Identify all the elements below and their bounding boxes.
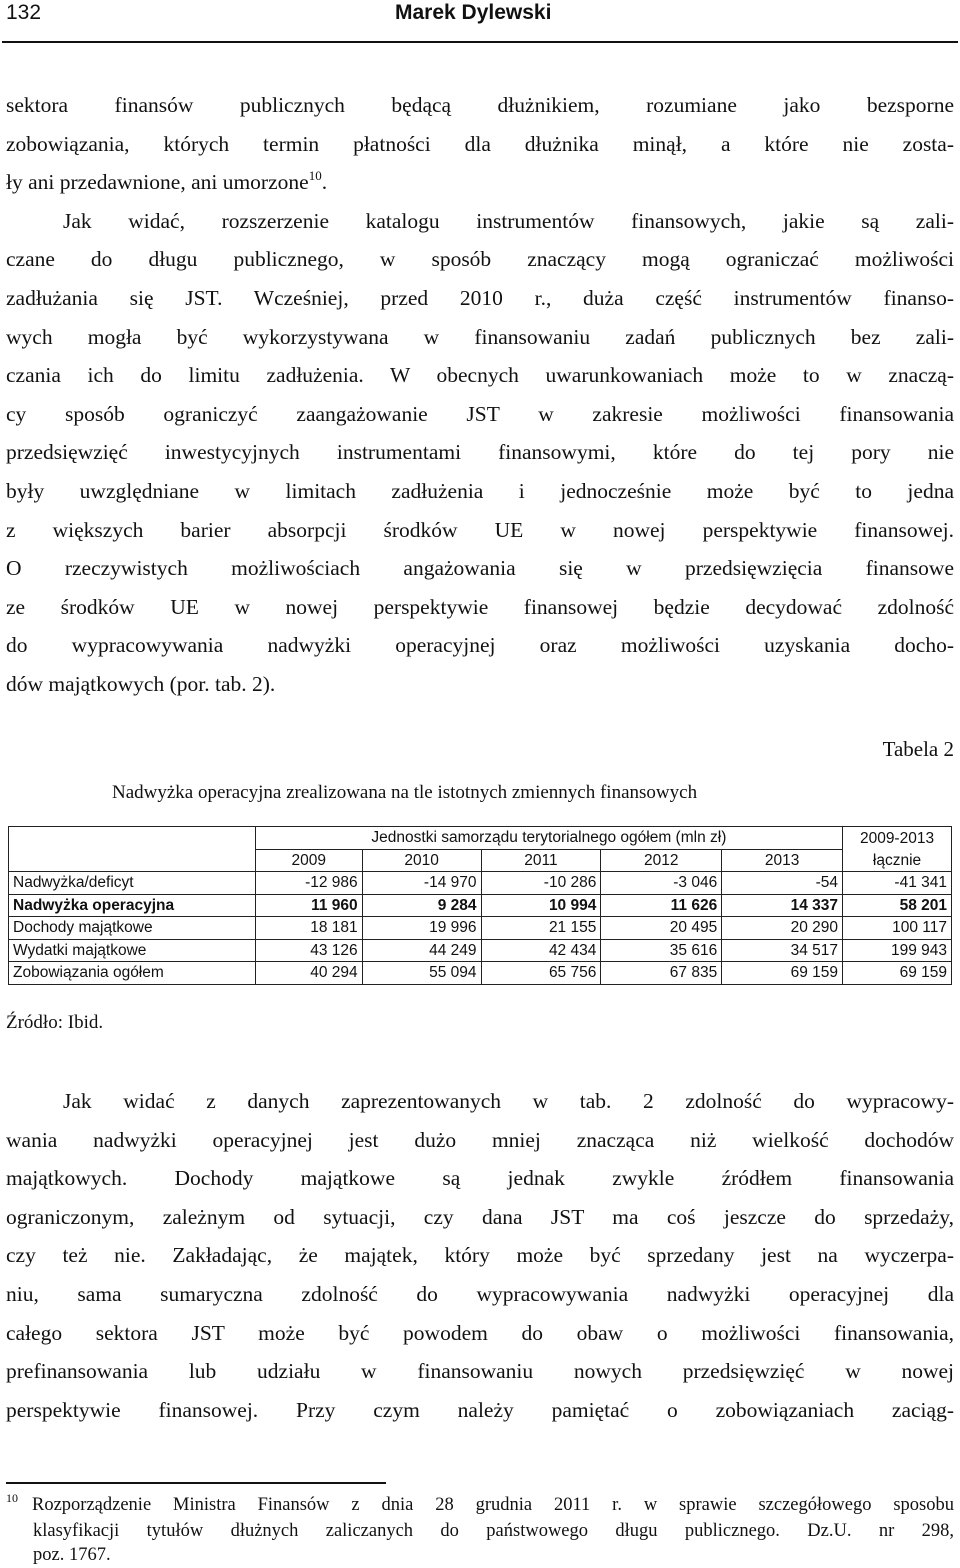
table-cell: 43 126 (255, 939, 362, 962)
table-cell: -54 (722, 872, 843, 895)
page-number: 132 (6, 1, 42, 24)
table-header-row (9, 827, 952, 850)
table-year-header: 2011 (481, 849, 601, 872)
text-line: O rzeczywistych możliwościach angażowania się w przedsięwzięcia finansowe (6, 556, 954, 581)
footnote-mark: 10 (6, 1491, 18, 1505)
text-line: zobowiązania, których termin płatności dla dłużnika minął, a które nie zosta- (6, 131, 954, 156)
footnote-line (6, 1493, 954, 1519)
footnote (6, 1493, 954, 1568)
table-row (9, 917, 952, 940)
page-header (0, 0, 960, 46)
table-title: Nadwyżka operacyjna zrealizowana na tle istotnych zmiennych finansowych (112, 782, 698, 803)
footnote-text: Rozporządzenie Ministra Finansów z dnia 28 grudnia 2011 r. w sprawie szczegółowego sposobu (32, 1495, 954, 1515)
text-line: sektora finansów publicznych będącą dłużnikiem, rozumiane jako bezsporne (6, 93, 954, 117)
table-year-row (9, 849, 952, 872)
table-cell: 44 249 (362, 939, 481, 962)
text-line: ograniczonym, zależnym od sytuacji, czy dana JST ma coś jeszcze do sprzedaży, (6, 1204, 954, 1229)
table-total-cell: 199 943 (843, 939, 952, 962)
table-cell: -14 970 (362, 872, 481, 895)
table-cell: 11 626 (601, 894, 722, 917)
table-cell: 19 996 (362, 917, 481, 940)
table-row-label: Wydatki majątkowe (9, 939, 256, 962)
text-line: Jak widać z danych zaprezentowanych w tab. 2 zdolność do wypracowy- (63, 1089, 954, 1113)
running-head-author: Marek Dylewski (395, 1, 552, 24)
table-row (9, 894, 952, 917)
paragraph-1 (6, 86, 954, 704)
table-total-header-bottom: łącznie (843, 849, 952, 872)
table-total-cell: 58 201 (843, 894, 952, 917)
table-row-label: Zobowiązania ogółem (9, 962, 256, 985)
text-line: dów majątkowych (por. tab. 2). (6, 671, 276, 696)
table-source-note: Źródło: Ibid. (6, 1012, 104, 1033)
table-total-cell: -41 341 (843, 872, 952, 895)
text-line: przedsięwzięć inwestycyjnych instrumentami finansowymi, które do tej pory nie (6, 440, 954, 465)
table-cell: -10 286 (481, 872, 601, 895)
table-cell: 14 337 (722, 894, 843, 917)
table-cell: 11 960 (255, 894, 362, 917)
table-cell: 65 756 (481, 962, 601, 985)
table-row-label: Nadwyżka/deficyt (9, 872, 256, 895)
data-table (8, 826, 952, 985)
text-line: całego sektora JST może być powodem do obaw o możliwości finansowania, (6, 1320, 954, 1345)
text-line: czane do długu publicznego, w sposób znaczący mogą ograniczać możliwości (6, 247, 954, 272)
text-line: wania nadwyżki operacyjnej jest dużo mniej znacząca niż wielkość dochodów (6, 1127, 954, 1152)
text-line: wych mogła być wykorzystywana w finansowaniu zadań publicznych bez zali- (6, 324, 954, 349)
text-line: majątkowych. Dochody majątkowe są jednak zwykle źródłem finansowania (6, 1166, 954, 1191)
text-line: Jak widać, rozszerzenie katalogu instrumentów finansowych, jakie są zali- (63, 208, 954, 233)
text-line: ze środków UE w nowej perspektywie finansowej będzie decydować zdolność (6, 594, 954, 619)
table-row-label: Dochody majątkowe (9, 917, 256, 940)
table-cell: 34 517 (722, 939, 843, 962)
footnote-line: poz. 1767. (33, 1545, 111, 1565)
table-cell: 69 159 (722, 962, 843, 985)
table-cell: 21 155 (481, 917, 601, 940)
text-line: były uwzględniane w limitach zadłużenia i jednocześnie może być to jedna (6, 478, 954, 503)
text-line: czy też nie. Zakładając, że majątek, który może być sprzedany jest na wyczerpa- (6, 1243, 954, 1268)
table-year-header: 2009 (255, 849, 362, 872)
text-line: z większych barier absorpcji środków UE w nowej perspektywie finansowej. (6, 517, 954, 542)
table-corner-cell (9, 827, 256, 850)
table-year-header: 2013 (722, 849, 843, 872)
text-line: cy sposób ograniczyć zaangażowanie JST w zakresie możliwości finansowania (6, 401, 954, 426)
table-cell: 10 994 (481, 894, 601, 917)
table-cell: 35 616 (601, 939, 722, 962)
table-year-header: 2010 (362, 849, 481, 872)
table-cell: 20 495 (601, 917, 722, 940)
table-total-cell: 69 159 (843, 962, 952, 985)
text-line: zadłużania się JST. Wcześniej, przed 2010 r., duża część instrumentów finanso- (6, 285, 954, 310)
paragraph-2 (6, 1082, 954, 1429)
table-row (9, 872, 952, 895)
header-rule (2, 41, 958, 43)
table-corner-cell (9, 849, 256, 872)
footnote-reference-suffix: . (321, 170, 328, 195)
table-cell: 67 835 (601, 962, 722, 985)
text-line: do wypracowywania nadwyżki operacyjnej oraz możliwości uzyskania docho- (6, 633, 954, 658)
table-total-header-top: 2009-2013 (843, 827, 952, 850)
table-cell: 18 181 (255, 917, 362, 940)
table-cell: 40 294 (255, 962, 362, 985)
table-cell: -3 046 (601, 872, 722, 895)
footnote-line: klasyfikacji tytułów dłużnych zaliczanych do państwowego długu publicznego. Dz.U. nr 298, (33, 1520, 954, 1541)
table-cell: 55 094 (362, 962, 481, 985)
text-line: czania ich do limitu zadłużenia. W obecnych uwarunkowaniach może to w znaczą- (6, 363, 954, 388)
table-cell: 9 284 (362, 894, 481, 917)
table-group-header: Jednostki samorządu terytorialnego ogółem (mln zł) (255, 827, 842, 850)
table-row-label: Nadwyżka operacyjna (9, 894, 256, 917)
table-year-header: 2012 (601, 849, 722, 872)
table-cell: 42 434 (481, 939, 601, 962)
table-row (9, 962, 952, 985)
table-label: Tabela 2 (882, 737, 954, 761)
table-total-cell: 100 117 (843, 917, 952, 940)
text-line (6, 163, 954, 202)
text-line: prefinansowania lub udziału w finansowaniu nowych przedsięwzięć w nowej (6, 1359, 954, 1384)
table-row (9, 939, 952, 962)
text-line-content: ły ani przedawnione, ani umorzone (6, 170, 309, 195)
table-cell: 20 290 (722, 917, 843, 940)
text-line: niu, sama sumaryczna zdolność do wypracowywania nadwyżki operacyjnej dla (6, 1281, 954, 1306)
footnote-reference[interactable]: 10 (308, 168, 322, 184)
text-line: perspektywie finansowej. Przy czym należy pamiętać o zobowiązaniach zaciąg- (6, 1397, 954, 1422)
footnote-rule (6, 1482, 386, 1484)
table-cell: -12 986 (255, 872, 362, 895)
